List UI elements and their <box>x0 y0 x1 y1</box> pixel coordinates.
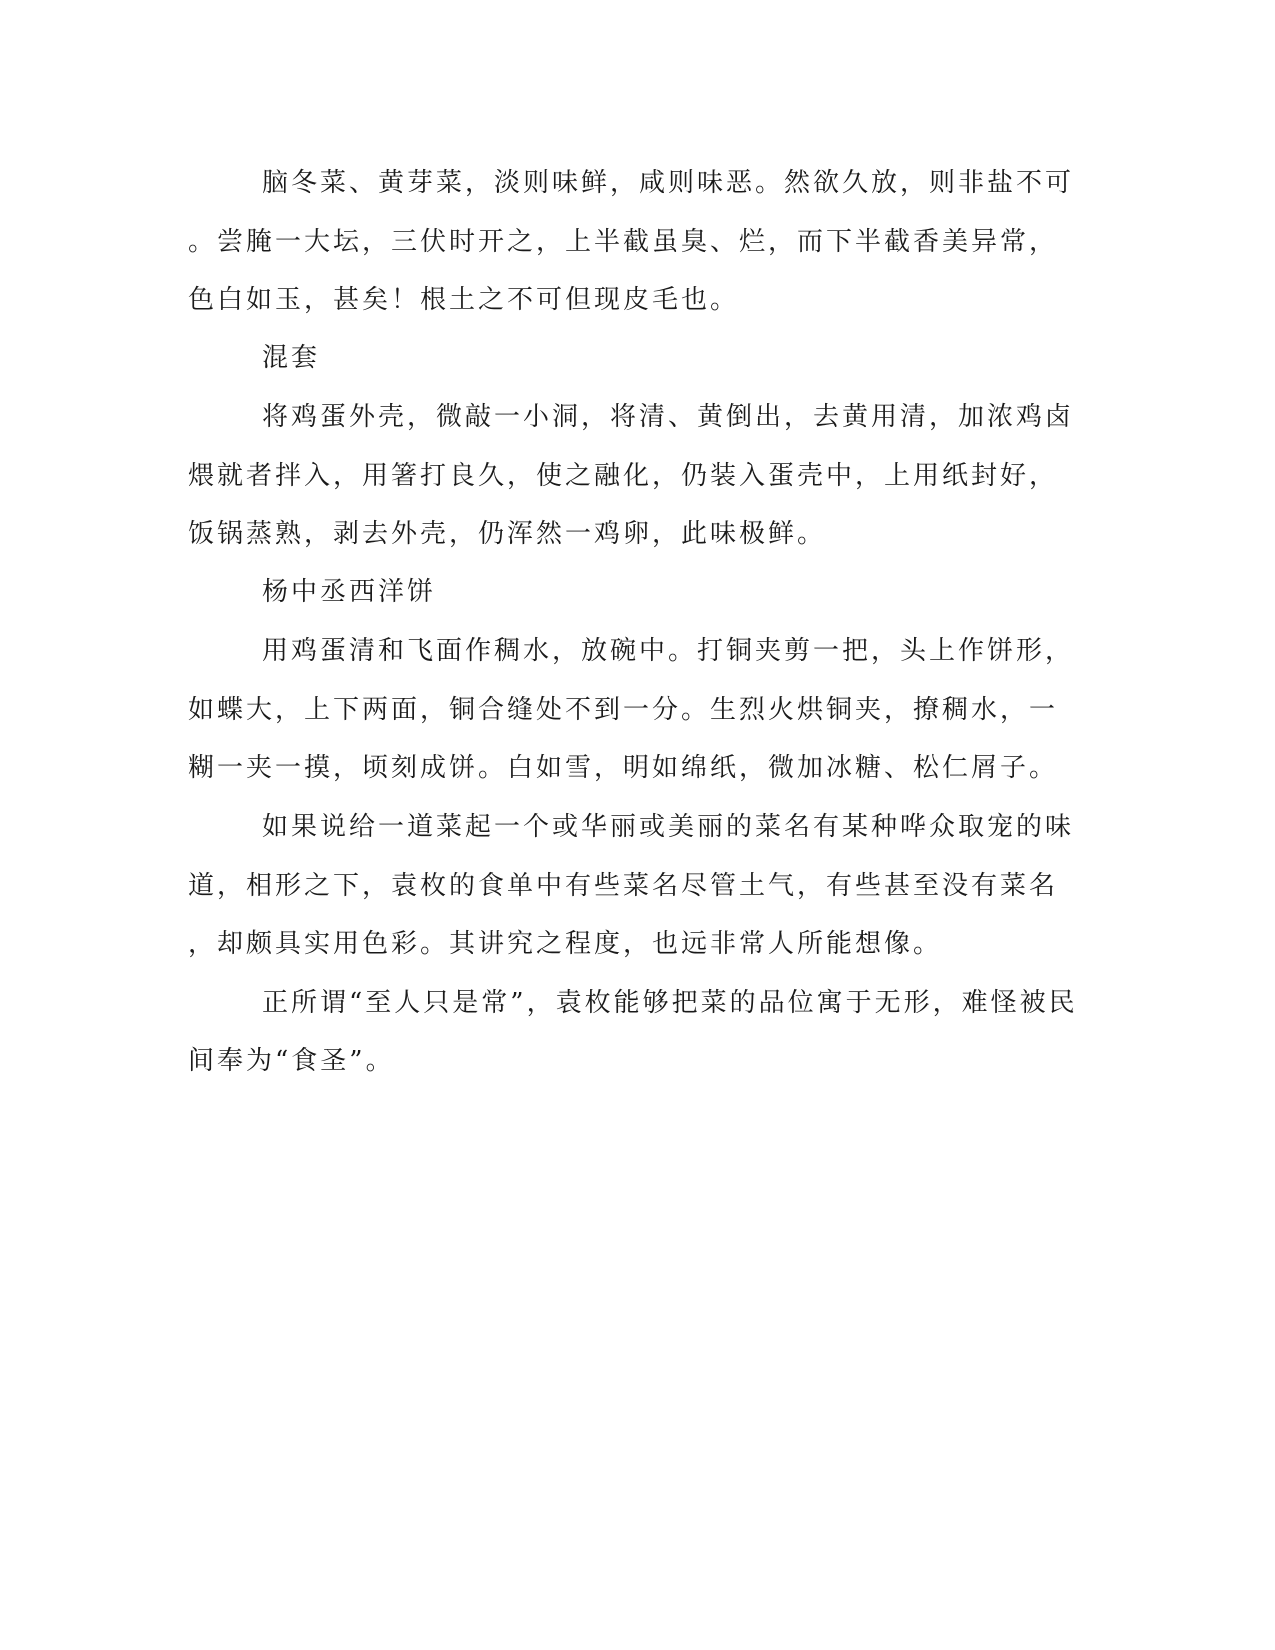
recipe-title-huntao: 混套 <box>262 343 321 373</box>
recipe-title-western-cake: 杨中丞西洋饼 <box>262 577 437 607</box>
paragraph-3-line-1: 用鸡蛋清和飞面作稠水，放碗中。打铜夹剪一把，头上作饼形， <box>262 636 1075 666</box>
paragraph-4-line-3: ，却颇具实用色彩。其讲究之程度，也远非常人所能想像。 <box>188 929 943 959</box>
paragraph-1-line-2: 。尝腌一大坛，三伏时开之，上半截虽臭、烂，而下半截香美异常， <box>188 227 1059 257</box>
paragraph-5-line-2: 间奉为“食圣”。 <box>188 1046 395 1076</box>
paragraph-5-line-1: 正所谓“至人只是常”，袁枚能够把菜的品位寓于无形，难怪被民 <box>262 988 1078 1018</box>
paragraph-4-line-1: 如果说给一道菜起一个或华丽或美丽的菜名有某种哗众取宠的味 <box>262 812 1075 842</box>
paragraph-1-line-3: 色白如玉，甚矣！根土之不可但现皮毛也。 <box>188 285 740 315</box>
paragraph-2-line-3: 饭锅蒸熟，剥去外壳，仍浑然一鸡卵，此味极鲜。 <box>188 519 827 549</box>
paragraph-4-line-2: 道，相形之下，袁枚的食单中有些菜名尽管土气，有些甚至没有菜名 <box>188 871 1059 901</box>
paragraph-2-line-2: 煨就者拌入，用箸打良久，使之融化，仍装入蛋壳中，上用纸封好， <box>188 461 1059 491</box>
paragraph-3-line-2: 如蝶大，上下两面，铜合缝处不到一分。生烈火烘铜夹，撩稠水，一 <box>188 695 1059 725</box>
paragraph-1-line-1: 脑冬菜、黄芽菜，淡则味鲜，咸则味恶。然欲久放，则非盐不可 <box>262 168 1075 198</box>
paragraph-3-line-3: 糊一夹一摸，顷刻成饼。白如雪，明如绵纸，微加冰糖、松仁屑子。 <box>188 753 1059 783</box>
paragraph-2-line-1: 将鸡蛋外壳，微敲一小洞，将清、黄倒出，去黄用清，加浓鸡卤 <box>262 402 1075 432</box>
